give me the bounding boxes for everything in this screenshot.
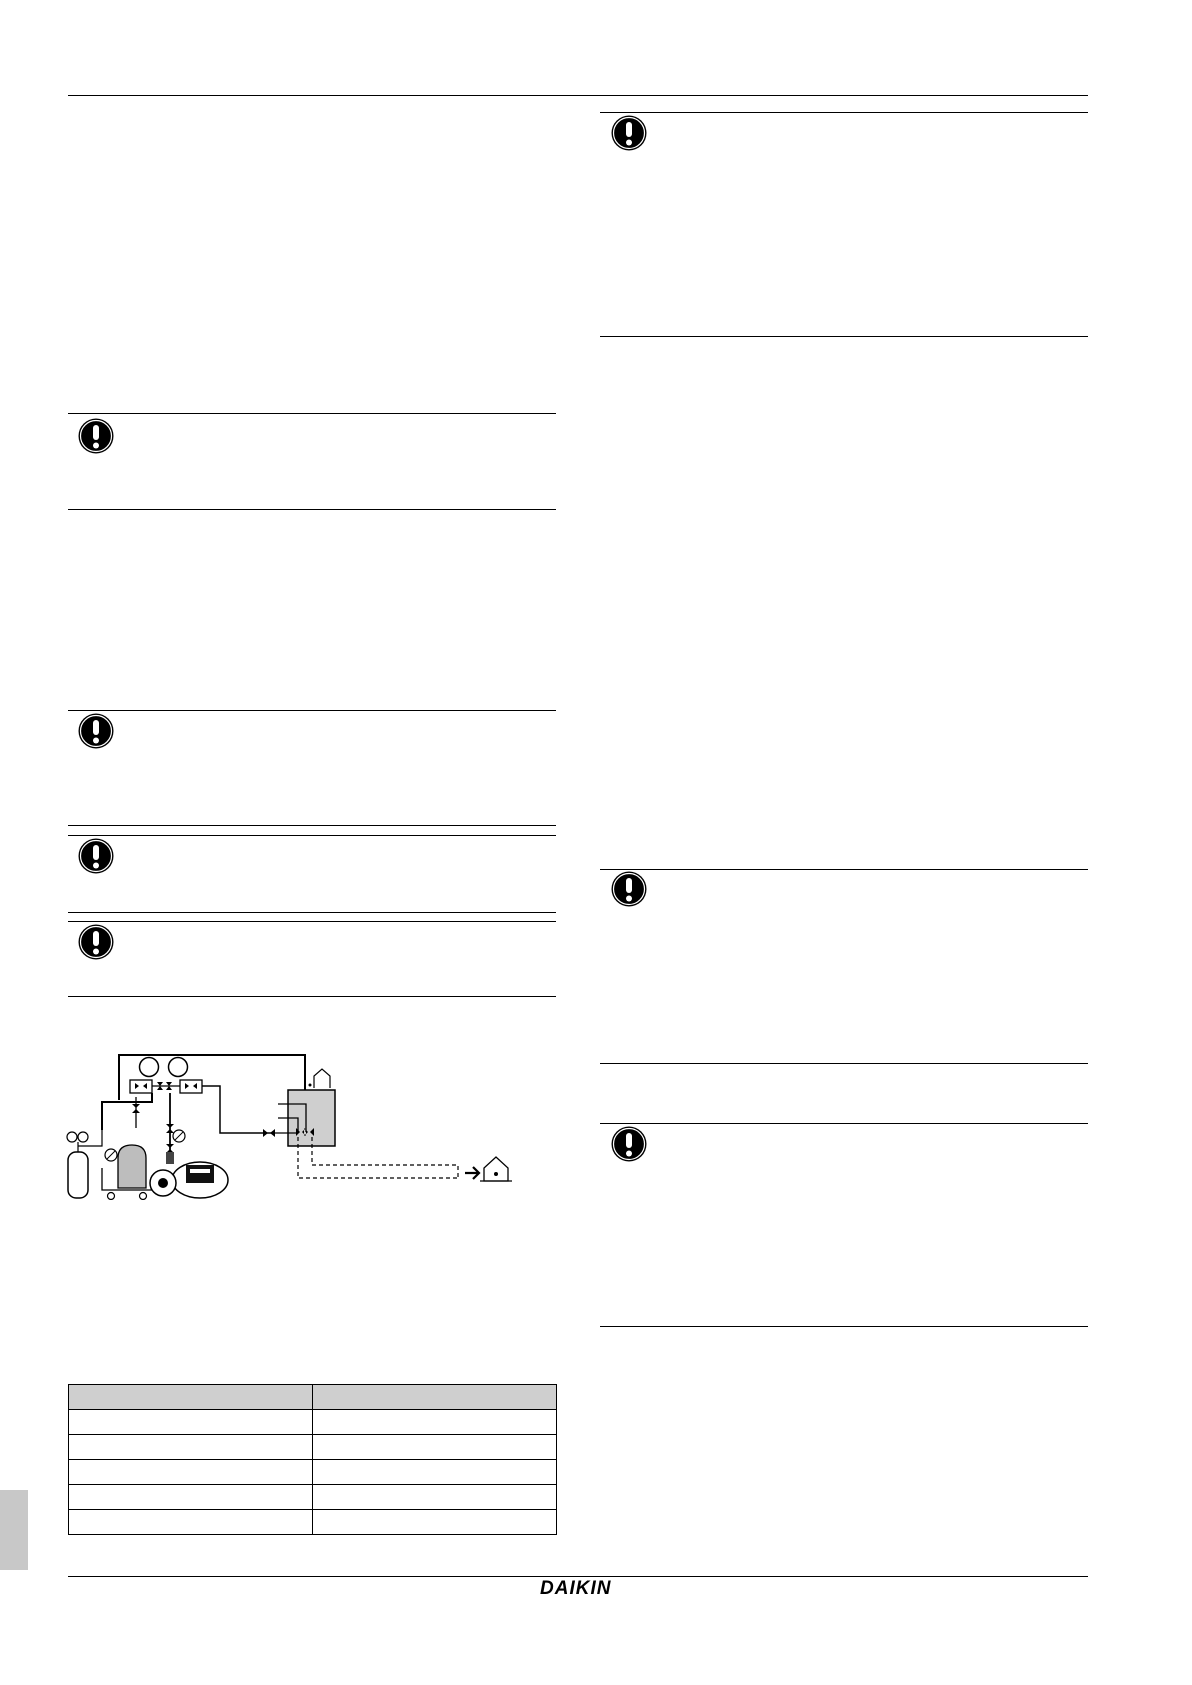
notice-bottom-rule bbox=[600, 336, 1088, 337]
notice-bottom-rule bbox=[600, 1326, 1088, 1327]
notice-bottom-rule bbox=[68, 825, 556, 826]
gauge-icon bbox=[169, 1058, 188, 1077]
exclamation-notice-icon bbox=[77, 712, 115, 750]
notice-top-rule bbox=[600, 1123, 1088, 1124]
notice-top-rule bbox=[600, 112, 1088, 113]
footer-rule bbox=[68, 1576, 1088, 1577]
gauge-icon bbox=[140, 1058, 159, 1077]
exclamation-notice-icon bbox=[610, 1125, 648, 1163]
notice-bottom-rule bbox=[68, 996, 556, 997]
spec-table bbox=[68, 1384, 557, 1535]
vacuum-pump-icon bbox=[150, 1152, 228, 1198]
table-header-cell bbox=[313, 1385, 557, 1410]
notice-top-rule bbox=[68, 413, 556, 414]
table-cell bbox=[313, 1460, 557, 1485]
header-rule bbox=[68, 95, 1088, 96]
language-side-tab bbox=[0, 1490, 28, 1570]
table-cell bbox=[69, 1460, 313, 1485]
table-header-cell bbox=[69, 1385, 313, 1410]
table-cell bbox=[313, 1485, 557, 1510]
house-icon bbox=[484, 1157, 508, 1181]
vacuum-charging-diagram bbox=[60, 1040, 520, 1200]
exclamation-notice-icon bbox=[77, 417, 115, 455]
table-cell bbox=[69, 1485, 313, 1510]
table-cell bbox=[69, 1410, 313, 1435]
exclamation-notice-icon bbox=[77, 923, 115, 961]
exclamation-notice-icon bbox=[77, 837, 115, 875]
table-row bbox=[69, 1410, 557, 1435]
table-cell bbox=[69, 1510, 313, 1535]
notice-top-rule bbox=[600, 869, 1088, 870]
table-cell bbox=[313, 1510, 557, 1535]
exclamation-notice-icon bbox=[610, 870, 648, 908]
table-row bbox=[69, 1435, 557, 1460]
table-row bbox=[69, 1485, 557, 1510]
notice-top-rule bbox=[68, 710, 556, 711]
exclamation-notice-icon bbox=[610, 114, 648, 152]
notice-bottom-rule bbox=[600, 1063, 1088, 1064]
notice-top-rule bbox=[68, 921, 556, 922]
nitrogen-cylinder-icon bbox=[68, 1152, 88, 1198]
notice-bottom-rule bbox=[68, 509, 556, 510]
table-row bbox=[69, 1510, 557, 1535]
house-icon bbox=[314, 1069, 330, 1088]
notice-bottom-rule bbox=[68, 912, 556, 913]
table-row bbox=[69, 1460, 557, 1485]
table-cell bbox=[313, 1410, 557, 1435]
daikin-logo: DAIKIN bbox=[540, 1578, 612, 1599]
table-header-row bbox=[69, 1385, 557, 1410]
table-cell bbox=[69, 1435, 313, 1460]
table-cell bbox=[313, 1435, 557, 1460]
refrigerant-cylinder-icon bbox=[118, 1145, 146, 1188]
notice-top-rule bbox=[68, 835, 556, 836]
